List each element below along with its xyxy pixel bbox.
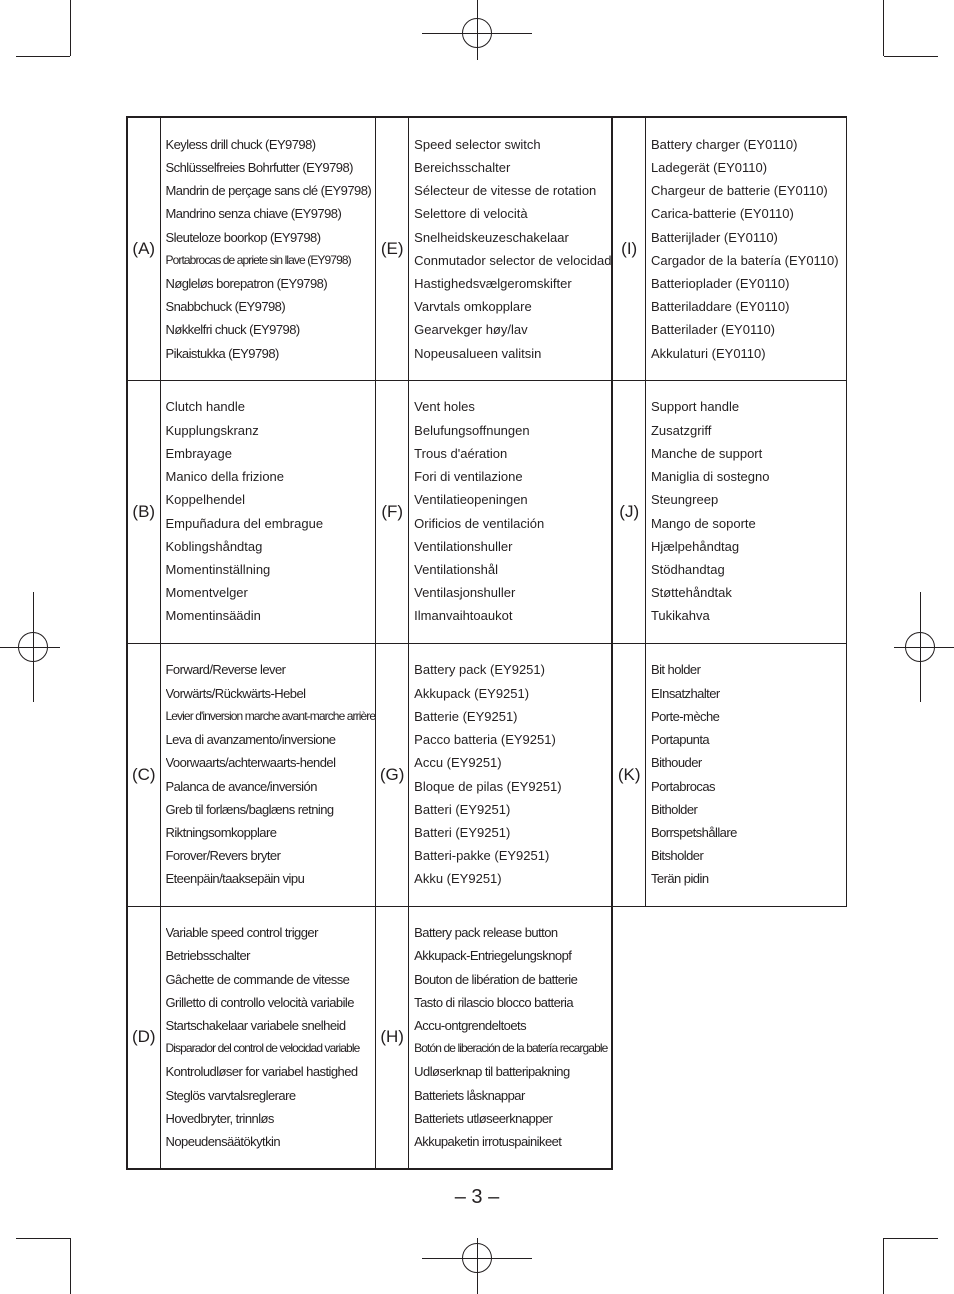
part-name: Botón de liberación de la batería recargable (414, 1041, 608, 1056)
part-name: Batterijlader (EY0110) (650, 229, 778, 245)
part-name: Trous d'aération (414, 445, 508, 461)
part-name: Borrspetshållare (650, 824, 737, 840)
part-name: Ventilationshål (414, 561, 499, 577)
part-name: Varvtals omkopplare (414, 299, 532, 315)
part-name: Ventilasjonshuller (414, 585, 516, 601)
part-name: Nopeudensäätökytkin (165, 1134, 281, 1150)
part-name: Støttehåndtak (650, 585, 732, 601)
part-name: Accu (EY9251) (414, 755, 502, 771)
part-name: Leva di avanzamento/inversione (165, 732, 336, 748)
part-name: Variable speed control trigger (165, 925, 318, 941)
part-letter-b: (B) (127, 380, 160, 643)
part-name: Schlüsselfreies Bohrfutter (EY9798) (165, 159, 353, 175)
part-name: Zusatzgriff (650, 422, 712, 438)
part-name: Batteriets låsknappar (414, 1087, 525, 1103)
part-name: EInsatzhalter (650, 685, 720, 701)
part-name: Nopeusalueen valitsin (414, 345, 542, 361)
part-name: Betriebsschalter (165, 948, 250, 964)
part-name: Belufungsoffnungen (414, 422, 530, 438)
part-name: Vorwärts/Rückwärts-Hebel (165, 685, 306, 701)
part-name: Bloque de pilas (EY9251) (414, 778, 562, 794)
part-name: Akku (EY9251) (414, 871, 502, 887)
part-name: Akkupack-Entriegelungsknopf (414, 948, 572, 964)
part-names-b (160, 380, 376, 643)
part-name: Clutch handle (165, 399, 245, 415)
part-name: Akkulaturi (EY0110) (650, 345, 766, 361)
part-name: Batteriladdare (EY0110) (650, 299, 790, 315)
table-row (127, 380, 846, 643)
part-name: Batterilader (EY0110) (650, 322, 775, 338)
part-letter-e: (E) (376, 117, 409, 380)
part-name: Support handle (650, 399, 740, 415)
part-name: Kupplungskranz (165, 422, 259, 438)
part-name: Vent holes (414, 399, 475, 415)
part-name: Battery pack (EY9251) (414, 662, 545, 678)
part-letter-f: (F) (376, 380, 409, 643)
part-name: Startschakelaar variabele snelheid (165, 1018, 346, 1034)
part-name: Accu-ontgrendeltoets (414, 1018, 527, 1034)
part-names-k (645, 643, 846, 906)
part-name: Batteri-pakke (EY9251) (414, 848, 550, 864)
part-names-g (409, 643, 613, 906)
part-name: Hovedbryter, trinnløs (165, 1110, 274, 1126)
part-name: Sleuteloze boorkop (EY9798) (165, 229, 321, 245)
part-name: Speed selector switch (414, 136, 541, 152)
table-row (127, 643, 846, 906)
part-name: Akkupaketin irrotuspainikeet (414, 1134, 562, 1150)
part-name: Koblingshåndtag (165, 538, 263, 554)
part-names-c (160, 643, 376, 906)
part-letter-i: (I) (612, 117, 645, 380)
part-names-h (409, 906, 613, 1169)
part-name: Gâchette de commande de vitesse (165, 971, 350, 987)
part-name: Portabrocas (650, 778, 715, 794)
part-name: Forover/Revers bryter (165, 848, 281, 864)
part-name: Ilmanvaihtoaukot (414, 608, 513, 624)
part-name: Momentinställning (165, 561, 271, 577)
part-name: Nøgleløs borepatron (EY9798) (165, 275, 328, 291)
part-name: Kontroludløser for variabel hastighed (165, 1064, 358, 1080)
parts-table (126, 116, 847, 1170)
part-name: Akkupack (EY9251) (414, 685, 530, 701)
part-name: Ladegerät (EY0110) (650, 159, 768, 175)
part-names-i (645, 117, 846, 380)
part-name: Bouton de libération de batterie (414, 971, 578, 987)
part-letter-k: (K) (612, 643, 645, 906)
part-name: Eteenpäin/taaksepäin vipu (165, 871, 305, 887)
part-name: Grilletto di controllo velocità variabile (165, 994, 354, 1010)
part-letter-j: (J) (612, 380, 645, 643)
part-name: Mandrin de perçage sans clé (EY9798) (165, 183, 372, 199)
part-name: Tasto di rilascio blocco batteria (414, 994, 574, 1010)
part-name: Steglös varvtalsreglerare (165, 1087, 296, 1103)
part-name: Voorwaarts/achterwaarts-hendel (165, 755, 336, 771)
part-name: Chargeur de batterie (EY0110) (650, 183, 828, 199)
part-name: Bit holder (650, 662, 701, 678)
part-names-f (409, 380, 613, 643)
part-name: Momentinsäädin (165, 608, 261, 624)
part-name: Snelheidskeuzeschakelaar (414, 229, 569, 245)
part-names-d (160, 906, 376, 1169)
part-name: Momentvelger (165, 585, 248, 601)
part-name: Steungreep (650, 492, 719, 508)
part-name: Ventilatieopeningen (414, 492, 528, 508)
part-name: Empuñadura del embrague (165, 515, 324, 531)
page-number: – 3 – (454, 1186, 500, 1208)
part-name: Carica-batterie (EY0110) (650, 206, 794, 222)
part-name: Keyless drill chuck (EY9798) (165, 136, 316, 152)
part-name: Cargador de la batería (EY0110) (650, 252, 839, 268)
part-name: Pikaistukka (EY9798) (165, 345, 279, 361)
part-name: Bereichsschalter (414, 159, 511, 175)
part-names-j (645, 380, 846, 643)
part-name: Snabbchuck (EY9798) (165, 299, 286, 315)
part-name: Sélecteur de vitesse de rotation (414, 183, 597, 199)
part-name: Portapunta (650, 732, 710, 748)
part-name: Embrayage (165, 445, 232, 461)
part-name: Forward/Reverse lever (165, 662, 286, 678)
part-name: Fori di ventilazione (414, 469, 523, 485)
table-row (127, 117, 846, 380)
part-name: Hastighedsvælgeromskifter (414, 275, 572, 291)
part-name: Orificios de ventilación (414, 515, 545, 531)
part-name: Disparador del control de velocidad variable (165, 1041, 360, 1056)
part-name: Manico della frizione (165, 469, 285, 485)
part-name: Nøkkelfri chuck (EY9798) (165, 322, 300, 338)
part-name: Levier d'inversion marche avant-marche arrière (165, 708, 376, 723)
part-name: Bitholder (650, 801, 698, 817)
part-name: Tukikahva (650, 608, 710, 624)
part-name: Battery charger (EY0110) (650, 136, 798, 152)
part-name: Greb til forlæns/baglæns retning (165, 801, 334, 817)
part-name: Riktningsomkopplare (165, 824, 277, 840)
part-letter-a: (A) (127, 117, 160, 380)
part-letter-h: (H) (376, 906, 409, 1169)
part-name: Pacco batteria (EY9251) (414, 732, 556, 748)
part-name: Terän pidin (650, 871, 709, 887)
part-name: Stödhandtag (650, 561, 725, 577)
part-letter-d: (D) (127, 906, 160, 1169)
part-names-e (409, 117, 613, 380)
part-name: Hjælpehåndtag (650, 538, 740, 554)
part-name: Bithouder (650, 755, 702, 771)
part-name: Batterioplader (EY0110) (650, 275, 790, 291)
part-letter-c: (C) (127, 643, 160, 906)
part-name: Selettore di velocità (414, 206, 528, 222)
part-letter-g: (G) (376, 643, 409, 906)
part-name: Porte-mèche (650, 708, 720, 724)
part-name: Batteri (EY9251) (414, 824, 511, 840)
part-name: Gearvekger høy/lav (414, 322, 528, 338)
part-name: Mango de soporte (650, 515, 756, 531)
part-name: Batteriets utløseerknapper (414, 1110, 553, 1126)
part-name: Palanca de avance/inversión (165, 778, 317, 794)
part-name: Bitsholder (650, 848, 704, 864)
part-name: Maniglia di sostegno (650, 469, 770, 485)
part-name: Manche de support (650, 445, 763, 461)
part-name: Koppelhendel (165, 492, 246, 508)
part-name: Portabrocas de apriete sin llave (EY9798) (165, 252, 351, 267)
part-name: Ventilationshuller (414, 538, 513, 554)
empty-cell (645, 906, 846, 1169)
part-name: Conmutador selector de velocidad (414, 252, 612, 268)
part-name: Batteri (EY9251) (414, 801, 511, 817)
part-name: Mandrino senza chiave (EY9798) (165, 206, 342, 222)
part-name: Udløserknap til batteripakning (414, 1064, 570, 1080)
part-name: Batterie (EY9251) (414, 708, 518, 724)
part-name: Battery pack release button (414, 925, 558, 941)
part-names-a (160, 117, 376, 380)
table-row (127, 906, 846, 1169)
empty-cell (612, 906, 645, 1169)
